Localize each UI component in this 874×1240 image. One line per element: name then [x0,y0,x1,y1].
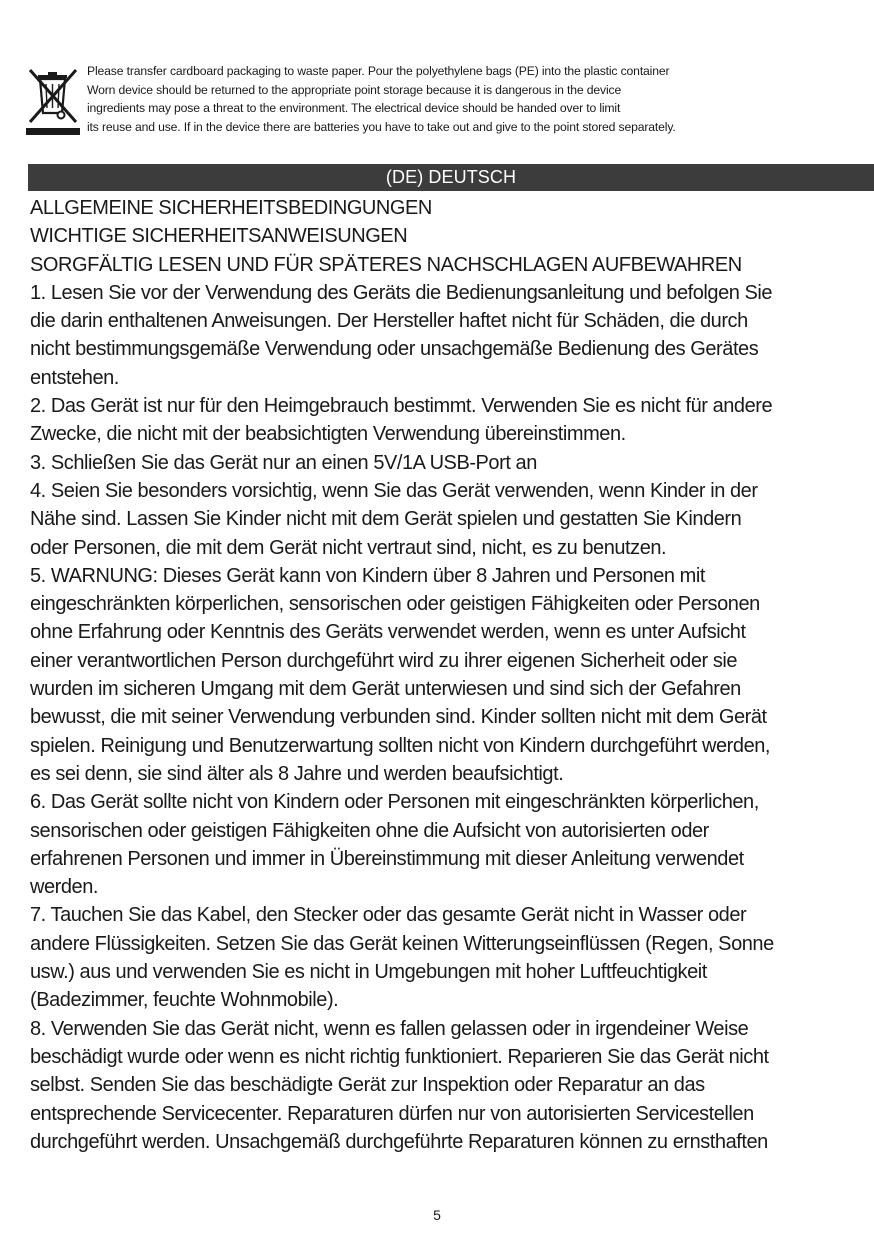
safety-instructions [30,194,870,1156]
instruction-line: Nähe sind. Lassen Sie Kinder nicht mit dem Gerät spielen und gestatten Sie Kindern [30,508,742,531]
instruction-line: selbst. Senden Sie das beschädigte Gerät zur Inspektion oder Reparatur an das [30,1074,705,1097]
instruction-line: entsprechende Servicecenter. Reparaturen dürfen nur von autorisierten Servicestellen [30,1102,754,1125]
instruction-line: Zwecke, die nicht mit der beabsichtigten Verwendung übereinstimmen. [30,423,626,446]
instruction-line: die darin enthaltenen Anweisungen. Der Hersteller haftet nicht für Schäden, die durch [30,310,748,333]
instruction-line: bewusst, die mit seiner Verwendung verbunden sind. Kinder sollten nicht mit dem Gerät [30,706,767,729]
instruction-line: sensorischen oder geistigen Fähigkeiten ohne die Aufsicht von autorisierten oder [30,819,709,842]
instruction-line: ohne Erfahrung oder Kenntnis des Geräts verwendet werden, wenn es unter Aufsicht [30,621,746,644]
section-heading: ALLGEMEINE SICHERHEITSBEDINGUNGEN [30,197,432,219]
instruction-line: 7. Tauchen Sie das Kabel, den Stecker oder das gesamte Gerät nicht in Wasser oder [30,904,747,927]
instruction-line: durchgeführt werden. Unsachgemäß durchgeführte Reparaturen können zu ernsthaften [30,1130,768,1153]
instruction-line: 2. Das Gerät ist nur für den Heimgebrauch bestimmt. Verwenden Sie es nicht für andere [30,395,773,418]
instruction-line: 4. Seien Sie besonders vorsichtig, wenn Sie das Gerät verwenden, wenn Kinder in der [30,479,758,502]
instruction-line: erfahrenen Personen und immer in Übereinstimmung mit dieser Anleitung verwendet [30,847,744,870]
instruction-line: andere Flüssigkeiten. Setzen Sie das Gerät keinen Witterungseinflüssen (Regen, Sonne [30,932,774,955]
notice-line: ingredients may pose a threat to the environment. The electrical device should be handed over to limit [87,101,621,115]
notice-line: Worn device should be returned to the appropriate point storage because it is dangerous in the device [87,82,622,97]
instruction-line: oder Personen, die mit dem Gerät nicht vertraut sind, nicht, es zu benutzen. [30,536,667,559]
notice-line: Please transfer cardboard packaging to waste paper. Pour the polyethylene bags (PE) into the plastic container [87,64,670,78]
instruction-line: eingeschränkten körperlichen, sensorischen oder geistigen Fähigkeiten oder Personen [30,593,760,616]
disposal-notice-text [87,62,844,136]
instruction-line: beschädigt wurde oder wenn es nicht richtig funktioniert. Reparieren Sie das Gerät nicht [30,1045,769,1068]
instruction-line: 3. Schließen Sie das Gerät nur an einen 5V/1A USB-Port an [30,451,537,474]
instruction-line: wurden im sicheren Umgang mit dem Gerät unterwiesen und sind sich der Gefahren [30,678,741,701]
instruction-line: spielen. Reinigung und Benutzerwartung sollten nicht von Kindern durchgeführt werden, [30,734,771,757]
instruction-line: es sei denn, sie sind älter als 8 Jahre und werden beaufsichtigt. [30,762,564,785]
instruction-line: 8. Verwenden Sie das Gerät nicht, wenn es fallen gelassen oder in irgendeiner Weise [30,1017,749,1040]
instruction-line: 6. Das Gerät sollte nicht von Kindern oder Personen mit eingeschränkten körperlichen, [30,791,759,814]
instruction-line: 1. Lesen Sie vor der Verwendung des Geräts die Bedienungsanleitung und befolgen Sie [30,281,773,304]
disposal-notice [24,62,844,142]
instruction-line: einer verantwortlichen Person durchgeführt wird zu ihrer eigenen Sicherheit oder sie [30,649,738,672]
page-number: 5 [433,1207,441,1223]
language-header: (DE) DEUTSCH [28,164,874,191]
crossed-out-wheelie-bin-icon [24,66,82,136]
instruction-line: 5. WARNUNG: Dieses Gerät kann von Kindern über 8 Jahren und Personen mit [30,564,705,587]
instruction-line: entstehen. [30,366,119,389]
section-heading: WICHTIGE SICHERHEITSANWEISUNGEN [30,225,408,248]
instruction-line: (Badezimmer, feuchte Wohnmobile). [30,989,339,1012]
instruction-line: werden. [30,876,99,899]
instruction-line: usw.) aus und verwenden Sie es nicht in Umgebungen mit hoher Luftfeuchtigkeit [30,961,707,984]
instruction-line: nicht bestimmungsgemäße Verwendung oder unsachgemäße Bedienung des Gerätes [30,338,759,361]
section-heading: SORGFÄLTIG LESEN UND FÜR SPÄTERES NACHSCHLAGEN AUFBEWAHREN [30,253,742,276]
notice-line: its reuse and use. If in the device there are batteries you have to take out and give to the point stored separately. [87,119,676,134]
